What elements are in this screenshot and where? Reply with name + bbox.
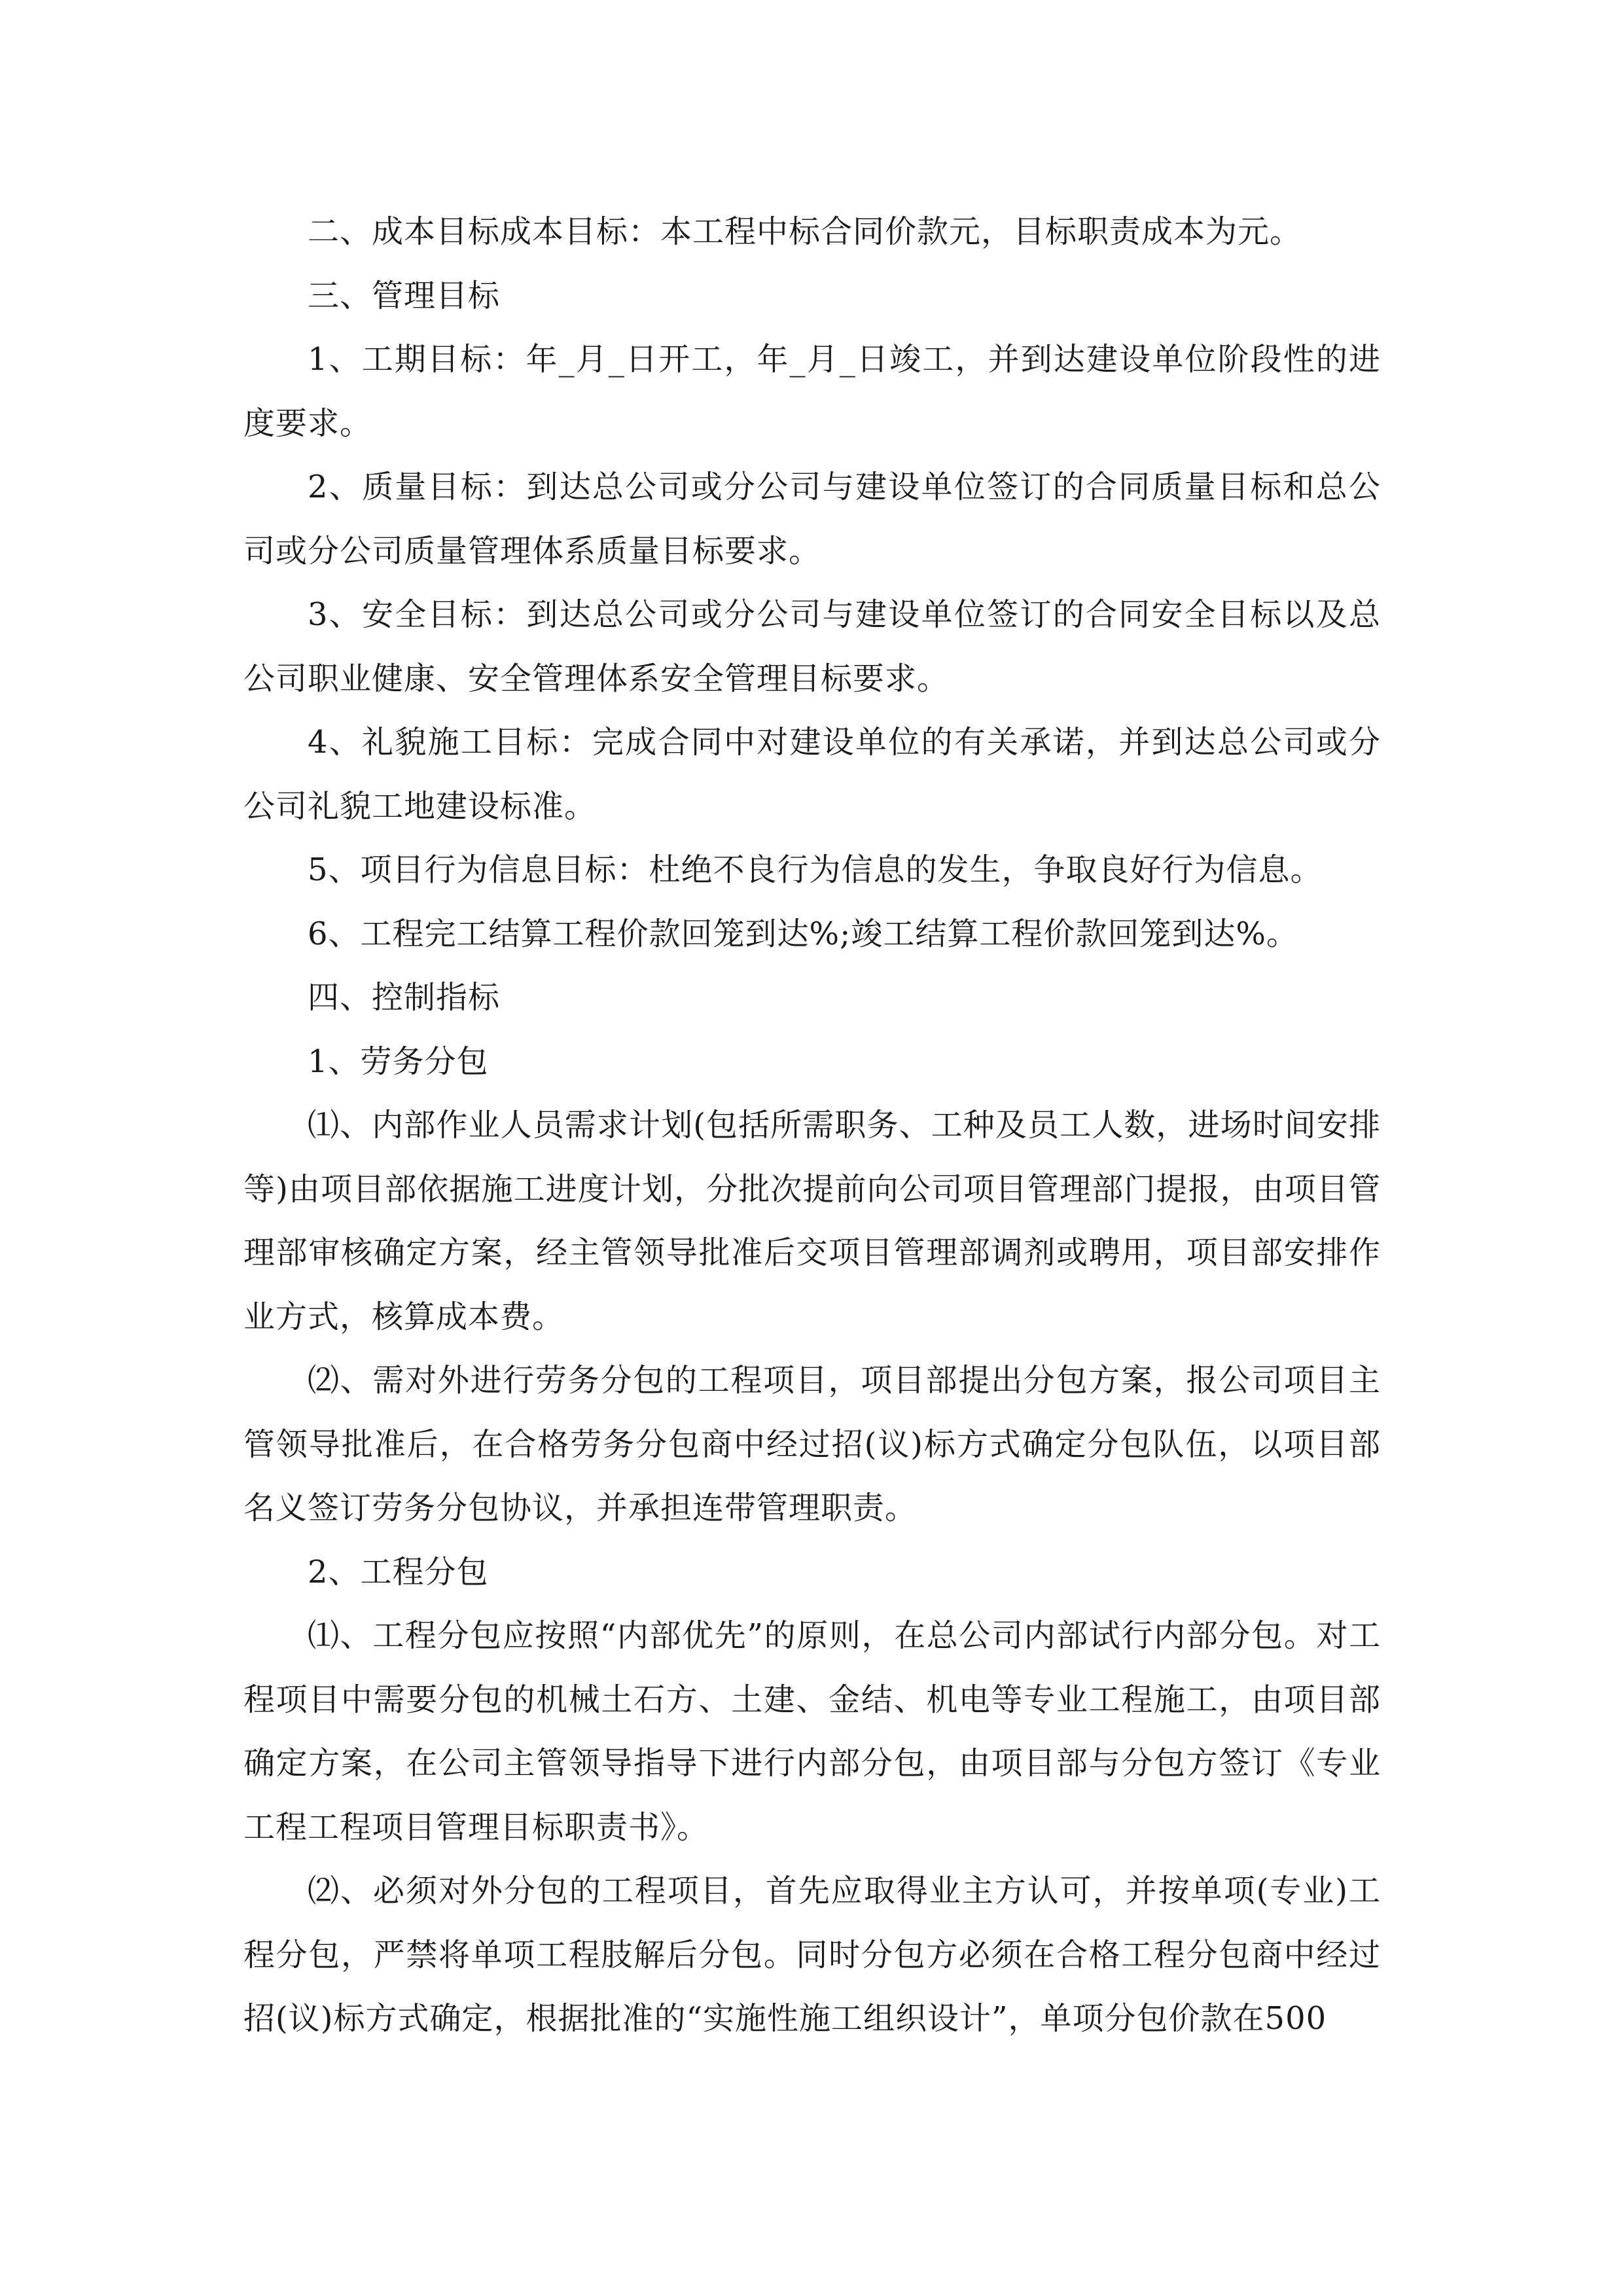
paragraph-schedule-target: 1、工期目标：年_月_日开工，年_月_日竣工，并到达建设单位阶段性的进度要求。 [243,341,1381,442]
paragraph-payment-recovery-target: 6、工程完工结算工程价款回笼到达%;竣工结算工程价款回笼到达%。 [308,915,1298,952]
paragraph-quality-target: 2、质量目标：到达总公司或分公司与建设单位签订的合同质量目标和总公司或分公司质量管理体系质量目标要求。 [243,469,1381,569]
heading-engineering-subcontract: 2、工程分包 [308,1553,489,1590]
paragraph-labor-subcontract-2: ⑵、需对外进行劳务分包的工程项目，项目部提出分包方案，报公司项目主管领导批准后，在合格劳务分包商中经过招(议)标方式确定分包队伍，以项目部名义签订劳务分包协议，并承担连带管理职责。 [243,1362,1381,1526]
paragraph-engineering-subcontract-2: ⑵、必须对外分包的工程项目，首先应取得业主方认可，并按单项(专业)工程分包，严禁将单项工程肢解后分包。同时分包方必须在合格工程分包商中经过招(议)标方式确定，根据批准的“实施性施工组织设计”，单项分包价款在500 [243,1873,1381,2037]
heading-labor-subcontract: 1、劳务分包 [308,1043,489,1080]
heading-management-targets: 三、管理目标 [308,277,501,314]
paragraph-labor-subcontract-1: ⑴、内部作业人员需求计划(包括所需职务、工种及员工人数，进场时间安排等)由项目部依据施工进度计划，分批次提前向公司项目管理部门提报，由项目管理部审核确定方案，经主管领导批准后交项目管理部调剂或聘用，项目部安排作业方式，核算成本费。 [243,1107,1381,1335]
paragraph-engineering-subcontract-1: ⑴、工程分包应按照“内部优先”的原则，在总公司内部试行内部分包。对工程项目中需要分包的机械土石方、土建、金结、机电等专业工程施工，由项目部确定方案，在公司主管领导指导下进行内部分包，由项目部与分包方签订《专业工程工程项目管理目标职责书》。 [243,1617,1381,1846]
paragraph-behavior-info-target: 5、项目行为信息目标：杜绝不良行为信息的发生，争取良好行为信息。 [308,852,1323,888]
document-body [243,200,1381,2051]
paragraph-safety-target: 3、安全目标：到达总公司或分公司与建设单位签订的合同安全目标以及总公司职业健康、安全管理体系安全管理目标要求。 [243,596,1381,697]
heading-control-indicators: 四、控制指标 [308,979,501,1016]
paragraph-cost-target: 二、成本目标成本目标：本工程中标合同价款元，目标职责成本为元。 [308,213,1302,250]
paragraph-civilized-construction-target: 4、礼貌施工目标：完成合同中对建设单位的有关承诺，并到达总公司或分公司礼貌工地建设标准。 [243,724,1381,825]
